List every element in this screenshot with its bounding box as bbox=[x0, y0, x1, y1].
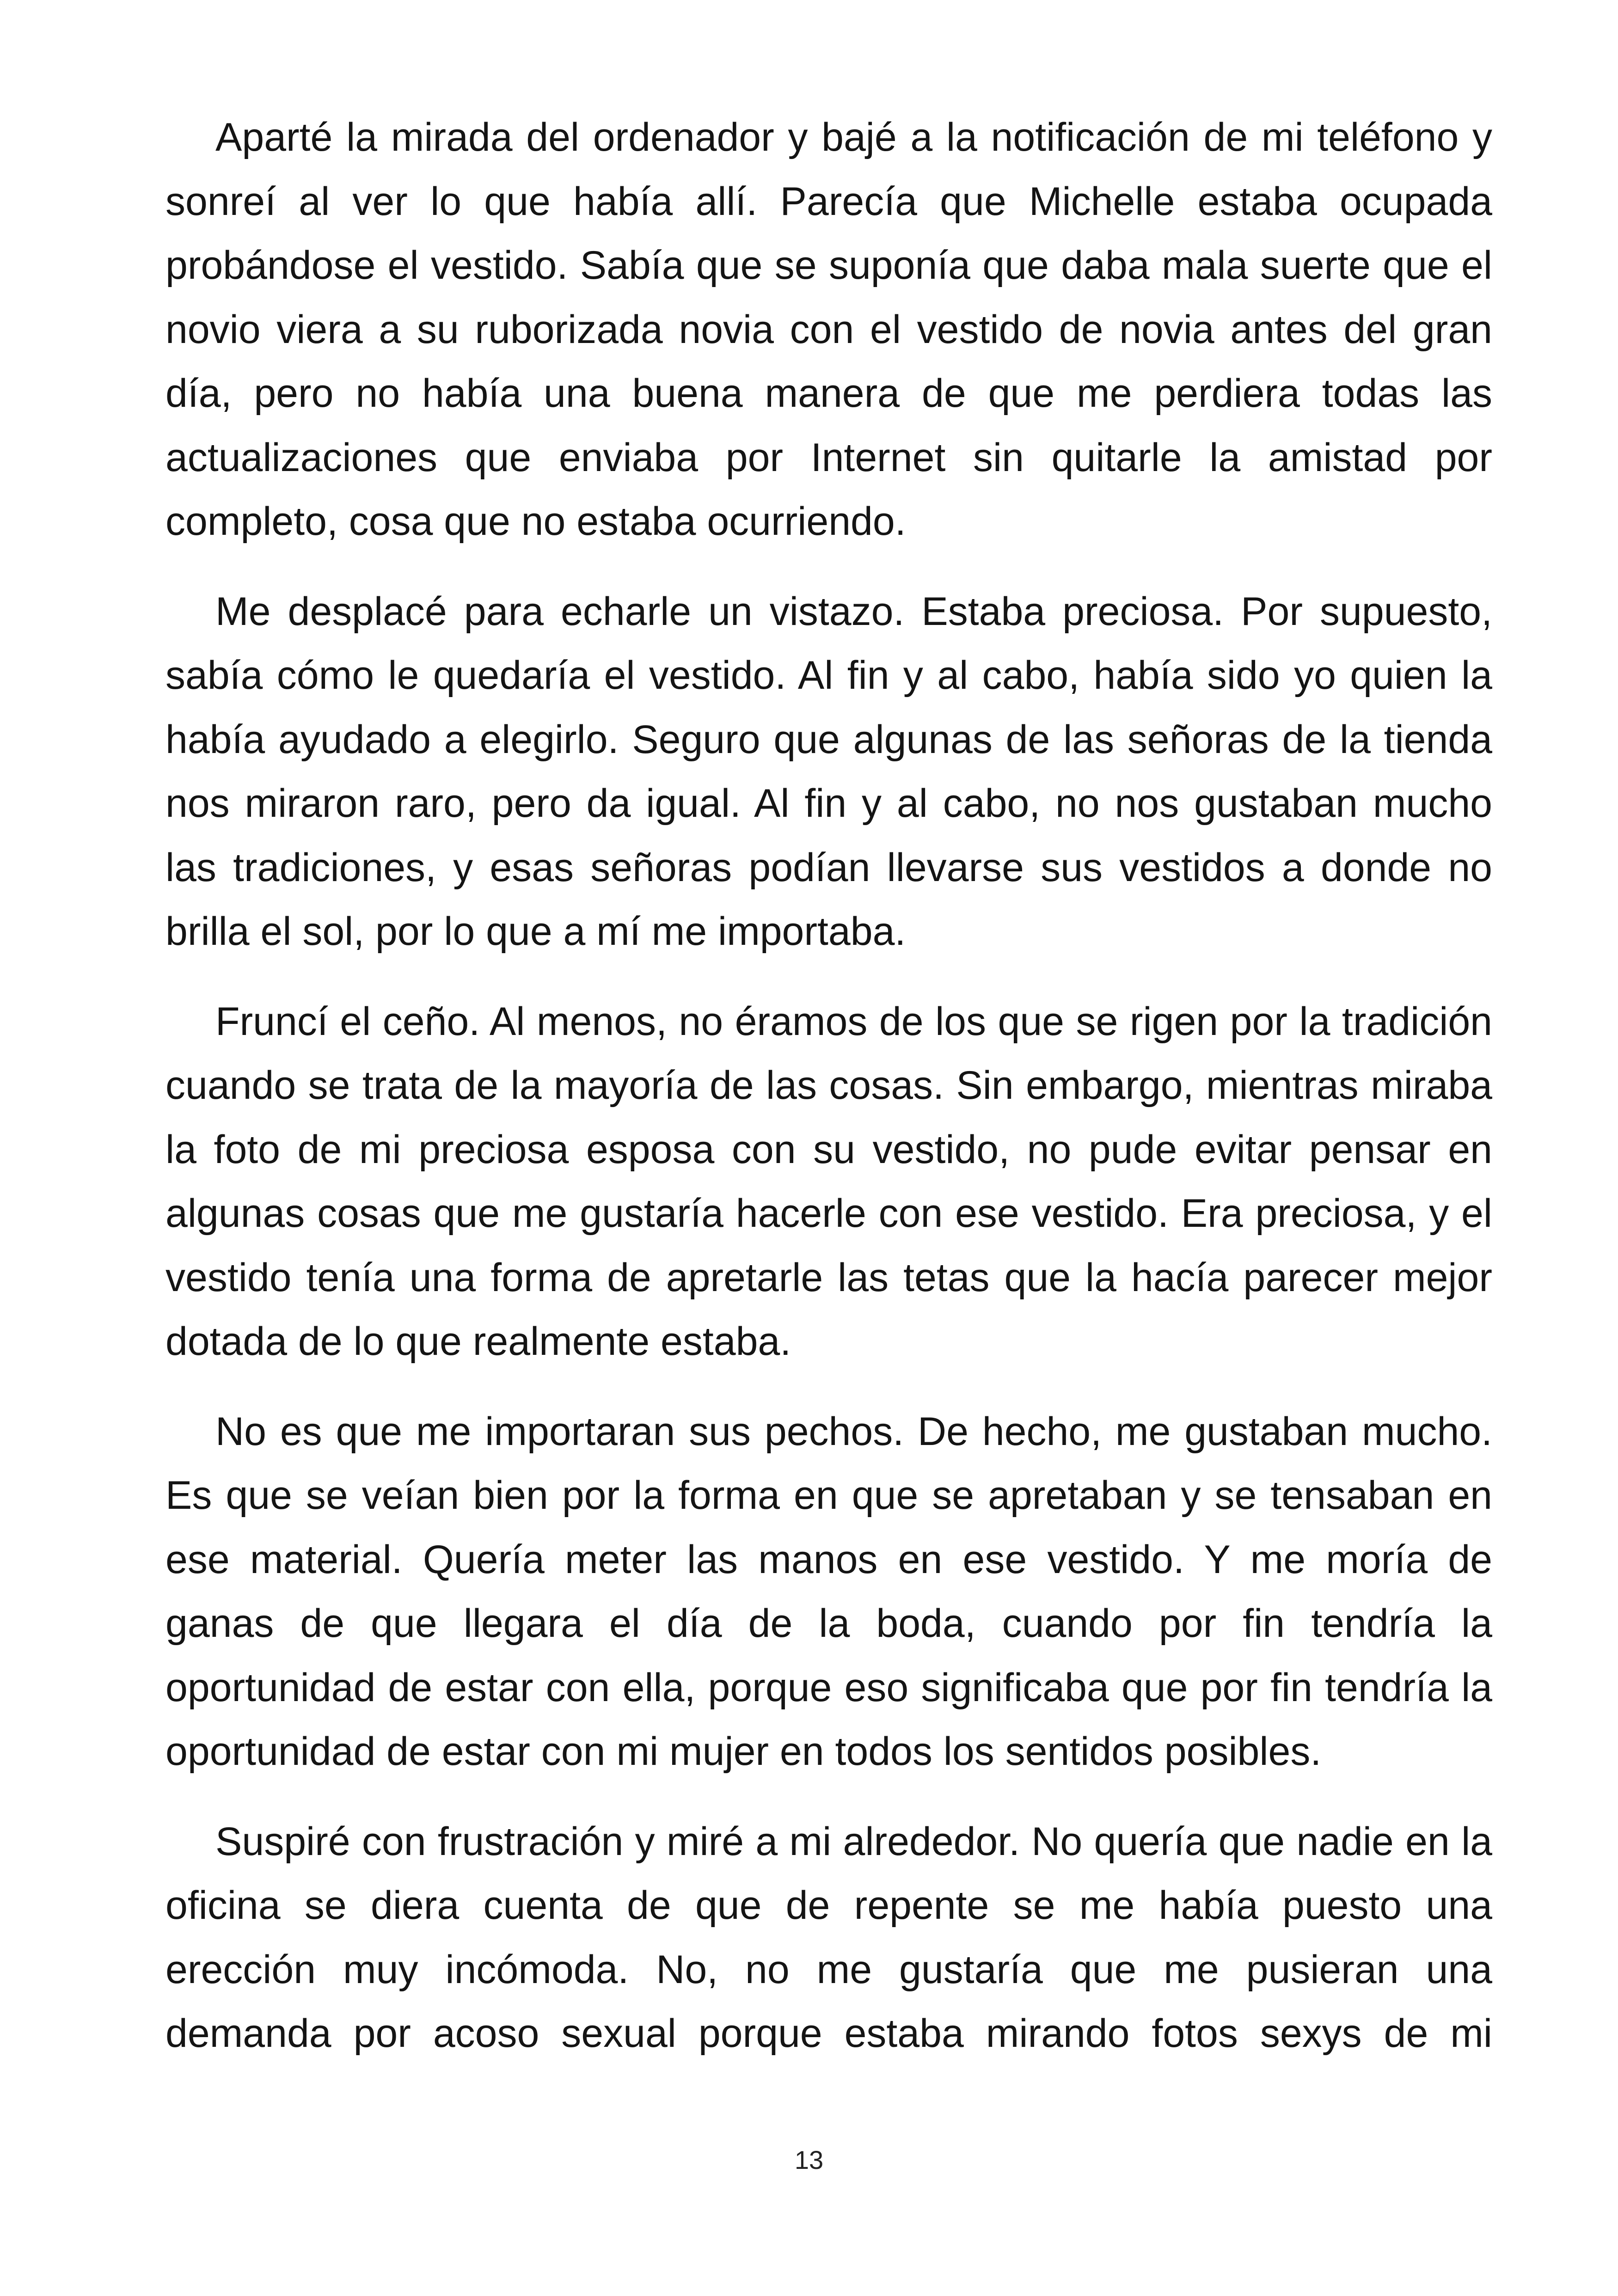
paragraph-2: Me desplacé para echarle un vistazo. Estaba preciosa. Por supuesto, sabía cómo le quedaría el vestido. Al fin y al cabo, había sido yo quien la había ayudado a elegirlo. Seguro que algunas de las señoras de la tienda nos miraron raro, pero da igual. Al fin y al cabo, no nos gustaban mucho las tradiciones, y esas señoras podían llevarse sus vestidos a donde no brilla el sol, por lo que a mí me importaba. bbox=[165, 589, 1492, 954]
page-body bbox=[165, 105, 1492, 2066]
paragraph-4: No es que me importaran sus pechos. De hecho, me gustaban mucho. Es que se veían bien por la forma en que se apretaban y se tensaban en ese material. Quería meter las manos en ese vestido. Y me moría de ganas de que llegara el día de la boda, cuando por fin tendría la oportunidad de estar con ella, porque eso significaba que por fin tendría la oportunidad de estar con mi mujer en todos los sentidos posibles. bbox=[165, 1409, 1492, 1774]
page-number: 13 bbox=[794, 2145, 824, 2174]
paragraph-3: Fruncí el ceño. Al menos, no éramos de los que se rigen por la tradición cuando se trata de la mayoría de las cosas. Sin embargo, mientras miraba la foto de mi preciosa esposa con su vestido, no pude evitar pensar en algunas cosas que me gustaría hacerle con ese vestido. Era preciosa, y el vestido tenía una forma de apretarle las tetas que la hacía parecer mejor dotada de lo que realmente estaba. bbox=[165, 999, 1492, 1364]
paragraph-5: Suspiré con frustración y miré a mi alrededor. No quería que nadie en la oficina se diera cuenta de que de repente se me había puesto una erección muy incómoda. No, no me gustaría que me pusieran una demanda por acoso sexual porque estaba mirando fotos sexys de mi bbox=[165, 1819, 1492, 2056]
paragraph-1: Aparté la mirada del ordenador y bajé a la notificación de mi teléfono y sonreí al ver lo que había allí. Parecía que Michelle estaba ocupada probándose el vestido. Sabía que se suponía que daba mala suerte que el novio viera a su ruborizada novia con el vestido de novia antes del gran día, pero no había una buena manera de que me perdiera todas las actualizaciones que enviaba por Internet sin quitarle la amistad por completo, cosa que no estaba ocurriendo. bbox=[165, 115, 1492, 544]
